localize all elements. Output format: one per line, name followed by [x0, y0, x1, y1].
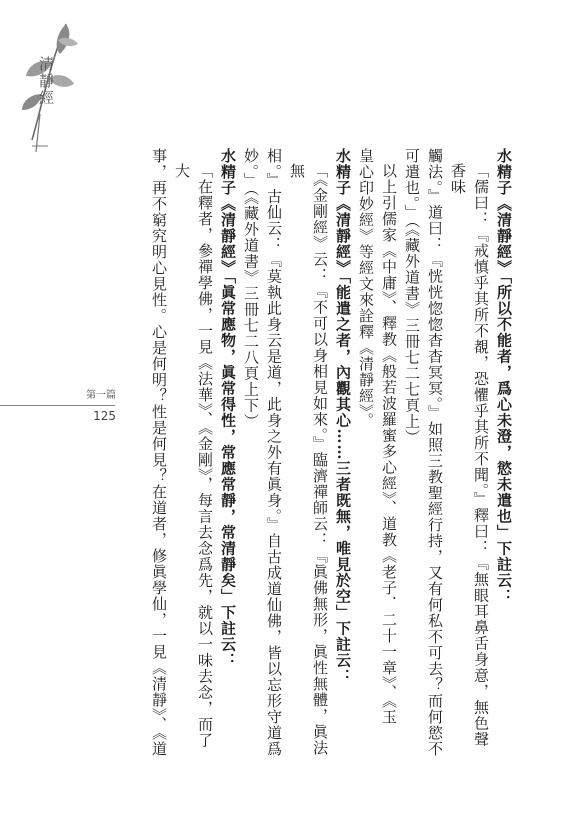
text-line: 可遣也。」（《藏外道書》三冊七二七頁上）	[403, 148, 421, 446]
commentary-heading: 水精子《清靜經》「眞常應物，眞常得性，常應常靜，常清靜矣」下註云：	[219, 148, 237, 669]
margin-divider	[0, 405, 115, 406]
text-line: 「儒曰：『戒慎乎其所不覩，恐懼乎其所不聞。』釋曰：『無眼耳鼻舌身意，無色聲香味	[449, 163, 490, 748]
text-line: 相。』古仙云：『莫執此身云是道，此身之外有眞身。』自古成道仙佛，皆以忘形守道爲	[265, 148, 283, 757]
text-line: 皇心印妙經》等經文來詮釋《清靜經》。	[357, 148, 375, 429]
text-line: 「《金剛經》云：『不可以身相見如來。』臨濟禪師云：『眞佛無形，眞性無體，眞法無	[288, 163, 329, 756]
commentary-heading: 水精子《清靜經》「能遣之者，內觀其心……三者既無，唯見於空」下註云：	[334, 148, 352, 685]
chapter-label: 第一篇	[86, 390, 116, 401]
page-number: 125	[93, 409, 116, 423]
text-line: 事，再不窮究明心見性。心是何明？性是何見？在道者，修眞學仙，一見《清靜》、《道	[150, 148, 168, 757]
text-line: 妙。」（《藏外道書》三冊七二八頁上下）	[242, 148, 260, 430]
text-line: 以上引儒家《中庸》、釋教《般若波羅蜜多心經》、道教《老子．二十一章》、《玉	[380, 163, 398, 725]
book-title: 清靜經	[37, 56, 55, 107]
commentary-heading: 水精子《清靜經》「所以不能者，爲心未澄，慾未遣也」下註云：	[495, 148, 513, 605]
text-line: 「在釋者，參禪學佛，一見《法華》、《金剛》，每言去念爲先，就以一味去念，而了大	[173, 163, 214, 749]
body-text	[110, 148, 515, 758]
text-line: 觸法。』道曰：『恍恍惚惚杳杳冥冥。』如照三教聖經行持，又有何私不可去？而何慾不	[426, 148, 444, 757]
